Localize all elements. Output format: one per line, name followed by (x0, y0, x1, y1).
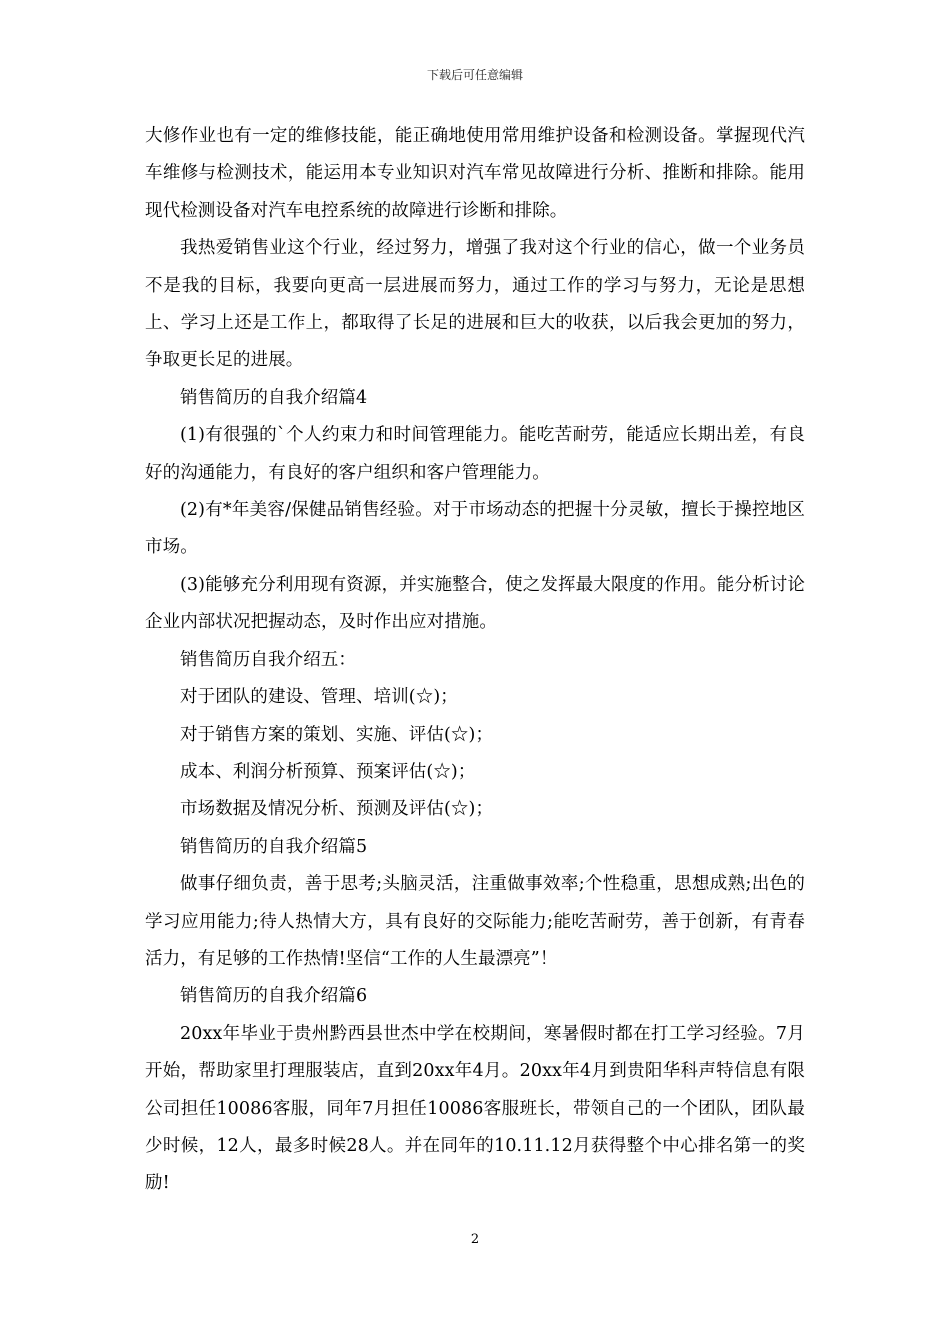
document-body (145, 118, 805, 1203)
paragraph-4: 20xx年毕业于贵州黔西县世杰中学在校期间，寒暑假时都在打工学习经验。7月开始，帮助家里打理服装店，直到20xx年4月。20xx年4月到贵阳华科声特信息有限公司担任10086客服，同年7月担任10086客服班长，带领自己的一个团队，团队最少时候，12人，最多时候28人。并在同年的10.11.12月获得整个中心排名第一的奖励! (145, 1023, 805, 1194)
page-header: 下载后可任意编辑 (426, 68, 523, 82)
page-number: 2 (470, 1232, 480, 1247)
list-line-2: 对于销售方案的策划、实施、评估(☆)； (180, 724, 494, 745)
paragraph-2: 我热爱销售业这个行业，经过努力，增强了我对这个行业的信心，做一个业务员不是我的目标，我要向更高一层进展而努力，通过工作的学习与努力，无论是思想上、学习上还是工作上，都取得了长足的进展和巨大的收获，以后我会更加的努力，争取更长足的进展。 (145, 238, 805, 371)
paragraph-1: 大修作业也有一定的维修技能，能正确地使用常用维护设备和检测设备。掌握现代汽车维修与检测技术，能运用本专业知识对汽车常见故障进行分析、推断和排除。能用现代检测设备对汽车电控系统的故障进行诊断和排除。 (145, 126, 805, 221)
paragraph-item-2: (2)有*年美容/保健品销售经验。对于市场动态的把握十分灵敏，擅长于操控地区市场。 (145, 500, 805, 558)
paragraph-item-3: (3)能够充分利用现有资源，并实施整合，使之发挥最大限度的作用。能分析讨论企业内部状况把握动态，及时作出应对措施。 (145, 574, 805, 633)
section-heading-five: 销售简历自我介绍五： (180, 649, 356, 670)
list-line-1: 对于团队的建设、管理、培训(☆)； (180, 687, 458, 708)
section-heading-6: 销售简历的自我介绍篇6 (180, 986, 368, 1007)
paragraph-3: 做事仔细负责，善于思考;头脑灵活，注重做事效率;个性稳重，思想成熟;出色的学习应用能力;待人热情大方，具有良好的交际能力;能吃苦耐劳，善于创新，有青春活力，有足够的工作热情!坚信“工作的人生最漂亮”！ (145, 874, 805, 969)
section-heading-5: 销售简历的自我介绍篇5 (180, 836, 368, 857)
paragraph-item-1: (1)有很强的`个人约束力和时间管理能力。能吃苦耐劳，能适应长期出差，有良好的沟通能力，有良好的客户组织和客户管理能力。 (145, 425, 805, 483)
list-line-4: 市场数据及情况分析、预测及评估(☆)； (180, 799, 494, 820)
list-line-3: 成本、利润分析预算、预案评估(☆)； (180, 761, 476, 782)
section-heading-4: 销售简历的自我介绍篇4 (180, 387, 368, 408)
